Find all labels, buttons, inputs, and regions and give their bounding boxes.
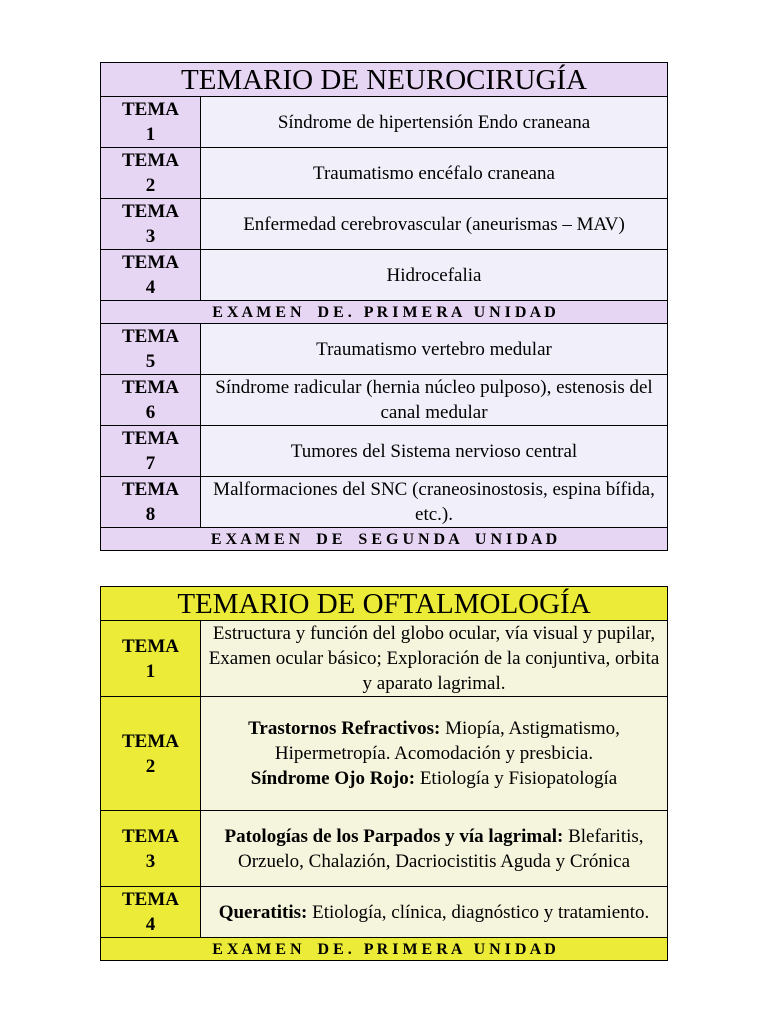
tema-description: Síndrome radicular (hernia núcleo pulposo), estenosis del canal medular <box>201 375 668 426</box>
tema-description: Trastornos Refractivos: Miopía, Astigmatismo, Hipermetropía. Acomodación y presbicia. Síndrome Ojo Rojo: Etiología y Fisiopatología <box>201 697 668 811</box>
table-row <box>101 324 668 375</box>
tema-description: Enfermedad cerebrovascular (aneurismas – MAV) <box>201 199 668 250</box>
table-row <box>101 477 668 528</box>
tema-description: Estructura y función del globo ocular, vía visual y pupilar, Examen ocular básico; Exploración de la conjuntiva, orbita y aparato lagrimal. <box>201 621 668 697</box>
tema-description: Malformaciones del SNC (craneosinostosis, espina bífida, etc.). <box>201 477 668 528</box>
tema-description: Traumatismo encéfalo craneana <box>201 148 668 199</box>
table-row <box>101 375 668 426</box>
tema-label: TEMA 5 <box>101 324 201 375</box>
tema-description: Tumores del Sistema nervioso central <box>201 426 668 477</box>
tema-label: TEMA 2 <box>101 148 201 199</box>
table-row <box>101 811 668 887</box>
tema-label: TEMA 8 <box>101 477 201 528</box>
neurocirugia-title: TEMARIO DE NEUROCIRUGÍA <box>101 63 668 97</box>
table-row <box>101 199 668 250</box>
table-row <box>101 426 668 477</box>
neurocirugia-table <box>100 62 668 551</box>
tema-label: TEMA 2 <box>101 697 201 811</box>
tema-description: Patologías de los Parpados y vía lagrimal: Blefaritis, Orzuelo, Chalazión, Dacriocistitis Aguda y Crónica <box>201 811 668 887</box>
oftalmologia-title: TEMARIO DE OFTALMOLOGÍA <box>101 587 668 621</box>
tema-label: TEMA 3 <box>101 199 201 250</box>
tema-label: TEMA 1 <box>101 621 201 697</box>
exam-segunda-unidad: E X A M E N D E S E G U N D A U N I D A D <box>101 528 668 551</box>
tema-description: Síndrome de hipertensión Endo craneana <box>201 97 668 148</box>
tema-description: Hidrocefalia <box>201 250 668 301</box>
tema-label: TEMA 7 <box>101 426 201 477</box>
tema-label: TEMA 6 <box>101 375 201 426</box>
table-row <box>101 697 668 811</box>
oftalmologia-table <box>100 586 668 961</box>
table-row <box>101 97 668 148</box>
table-row <box>101 148 668 199</box>
tema-label: TEMA 4 <box>101 250 201 301</box>
exam-primera-unidad: E X A M E N D E . P R I M E R A U N I D A D <box>101 938 668 961</box>
tema-label: TEMA 1 <box>101 97 201 148</box>
tema-description: Traumatismo vertebro medular <box>201 324 668 375</box>
tema-description: Queratitis: Etiología, clínica, diagnóstico y tratamiento. <box>201 887 668 938</box>
table-row <box>101 250 668 301</box>
table-row <box>101 621 668 697</box>
exam-primera-unidad: E X A M E N D E . P R I M E R A U N I D A D <box>101 301 668 324</box>
tema-label: TEMA 4 <box>101 887 201 938</box>
tema-label: TEMA 3 <box>101 811 201 887</box>
table-row <box>101 887 668 938</box>
